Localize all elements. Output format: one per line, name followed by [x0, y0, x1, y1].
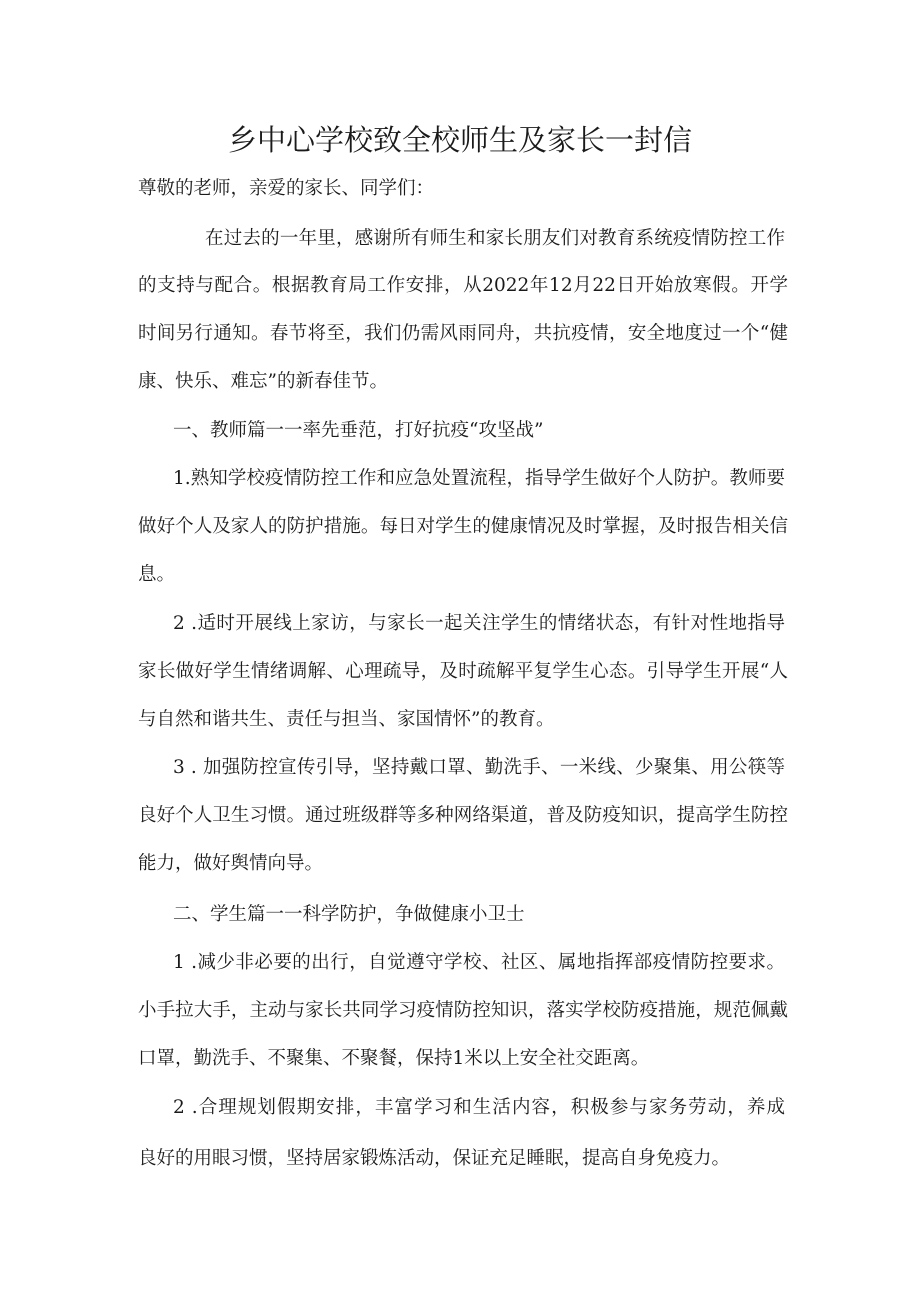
intro-line: 康、快乐、难忘”的新春佳节。	[138, 371, 388, 392]
paragraph-line: 做好个人及家人的防护措施。每日对学生的健康情况及时掌握，及时报告相关信	[138, 516, 788, 537]
paragraph-line: 良好个人卫生习惯。通过班级群等多种网络渠道，普及防疫知识，提高学生防控	[138, 805, 788, 826]
paragraph-line: 2 .合理规划假期安排，丰富学习和生活内容，积极参与家务劳动，养成	[173, 1097, 785, 1118]
paragraph-line: 1 .减少非必要的出行，自觉遵守学校、社区、属地指挥部疫情防控要求。	[173, 952, 785, 973]
page-title: 乡中心学校致全校师生及家长一封信	[227, 123, 692, 157]
paragraph-line: 良好的用眼习惯，坚持居家锻炼活动，保证充足睡眠，提高自身免疫力。	[138, 1148, 731, 1169]
paragraph-line: 小手拉大手，主动与家长共同学习疫情防控知识，落实学校防疫措施，规范佩戴	[138, 1000, 788, 1021]
paragraph-line: 3 . 加强防控宣传引导，坚持戴口罩、勤洗手、一米线、少聚集、用公筷等	[173, 757, 785, 778]
intro-line: 在过去的一年里，感谢所有师生和家长朋友们对教育系统疫情防控工作	[205, 228, 785, 249]
paragraph-line: 与自然和谐共生、责任与担当、家国情怀”的教育。	[138, 709, 555, 730]
paragraph-line: 能力，做好舆情向导。	[138, 853, 324, 874]
section-heading: 一、教师篇一一率先垂范，打好抗疫“攻坚战”	[173, 420, 544, 441]
paragraph-line: 2 .适时开展线上家访，与家长一起关注学生的情绪状态，有针对性地指导	[173, 613, 785, 634]
intro-line: 时间另行通知。春节将至，我们仍需风雨同舟，共抗疫情，安全地度过一个“健	[138, 323, 788, 344]
paragraph-line: 口罩，勤洗手、不聚集、不聚餐，保持1米以上安全社交距离。	[138, 1048, 650, 1069]
intro-line: 的支持与配合。根据教育局工作安排，从2022年12月22日开始放寒假。开学	[138, 275, 788, 296]
paragraph-line: 息。	[138, 564, 176, 585]
paragraph-line: 1.熟知学校疫情防控工作和应急处置流程，指导学生做好个人防护。教师要	[173, 468, 785, 489]
greeting: 尊敬的老师，亲爱的家长、同学们：	[138, 178, 435, 199]
section-heading: 二、学生篇一一科学防护，争做健康小卫士	[173, 904, 525, 925]
paragraph-line: 家长做好学生情绪调解、心理疏导，及时疏解平复学生心态。引导学生开展“人	[138, 661, 788, 682]
